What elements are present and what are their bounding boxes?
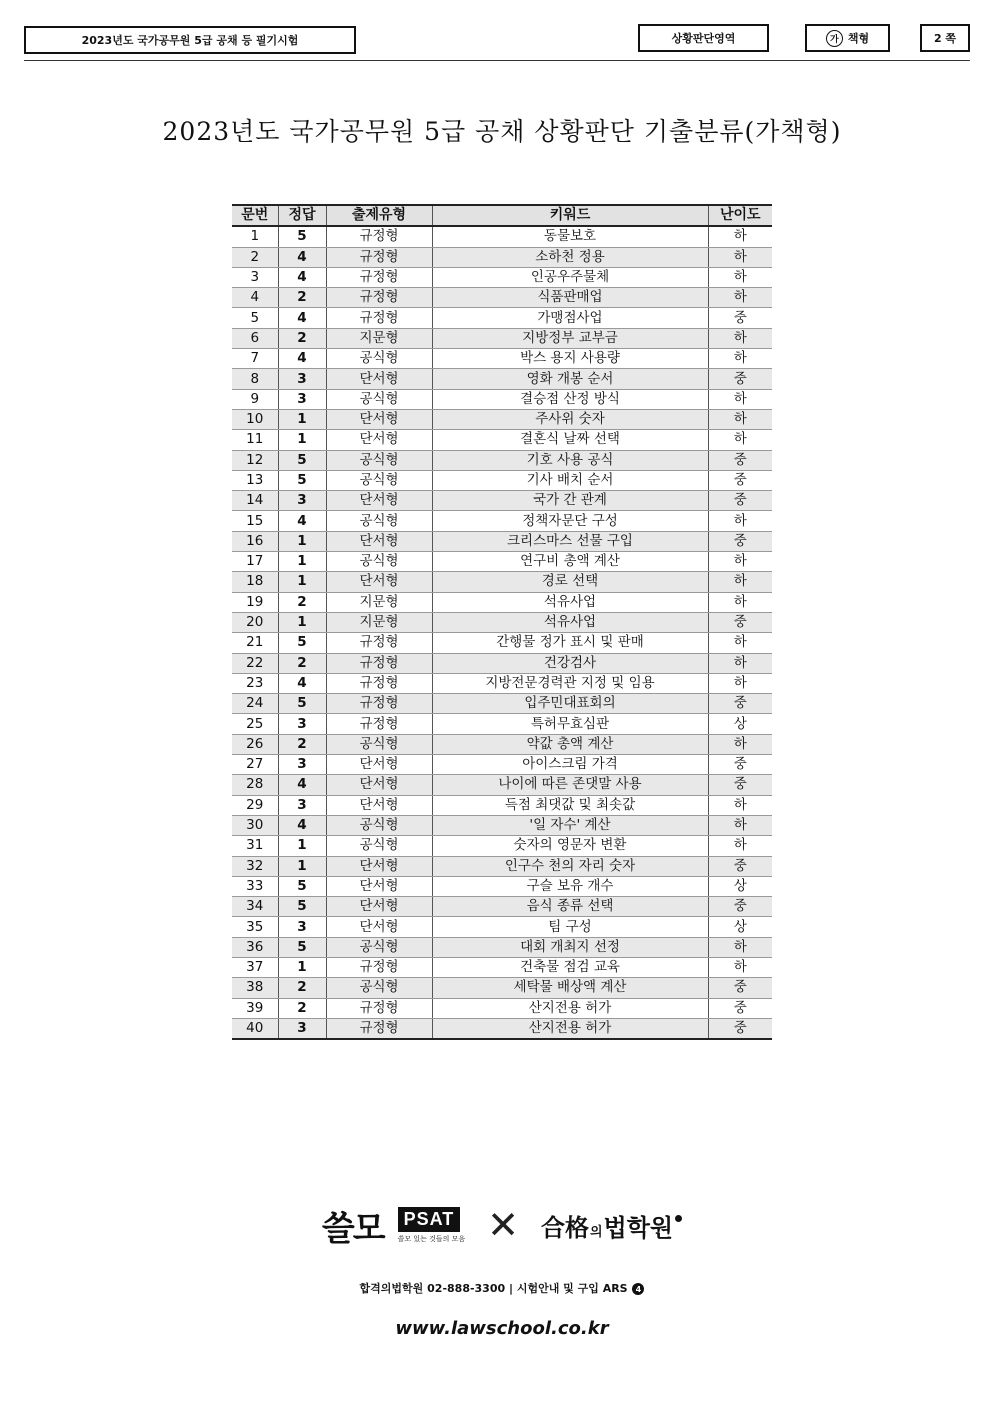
question-type-cell: 규정형 [326, 714, 432, 734]
table-row [232, 978, 772, 998]
table-row [232, 673, 772, 693]
table-row [232, 633, 772, 653]
question-number-cell: 15 [232, 511, 278, 531]
keyword-cell: 기호 사용 공식 [432, 450, 708, 470]
question-number-cell: 12 [232, 450, 278, 470]
booklet-type-box [805, 24, 890, 52]
difficulty-cell: 상 [708, 714, 772, 734]
table-row [232, 653, 772, 673]
booklet-circle-icon: 가 [826, 30, 843, 47]
difficulty-cell: 중 [708, 1018, 772, 1039]
answer-cell: 3 [278, 917, 326, 937]
answer-cell: 1 [278, 430, 326, 450]
column-header-difficulty: 난이도 [708, 205, 772, 226]
question-type-cell: 지문형 [326, 328, 432, 348]
table-row [232, 409, 772, 429]
question-number-cell: 21 [232, 633, 278, 653]
difficulty-cell: 하 [708, 328, 772, 348]
answer-cell: 2 [278, 978, 326, 998]
answer-cell: 2 [278, 288, 326, 308]
page-number: 2 쪽 [933, 32, 957, 45]
question-number-cell: 36 [232, 937, 278, 957]
column-header-keyword: 키워드 [432, 205, 708, 226]
keyword-cell: 정책자문단 구성 [432, 511, 708, 531]
table-row [232, 998, 772, 1018]
table-row [232, 592, 772, 612]
question-number-cell: 30 [232, 815, 278, 835]
question-number-cell: 18 [232, 572, 278, 592]
question-number-cell: 26 [232, 734, 278, 754]
answer-cell: 4 [278, 349, 326, 369]
question-type-cell: 규정형 [326, 1018, 432, 1039]
question-type-cell: 공식형 [326, 450, 432, 470]
difficulty-cell: 하 [708, 653, 772, 673]
question-type-cell: 지문형 [326, 592, 432, 612]
difficulty-cell: 중 [708, 897, 772, 917]
table-row [232, 288, 772, 308]
answer-cell: 2 [278, 998, 326, 1018]
question-type-cell: 규정형 [326, 288, 432, 308]
difficulty-cell: 중 [708, 450, 772, 470]
difficulty-cell: 하 [708, 795, 772, 815]
difficulty-cell: 상 [708, 876, 772, 896]
answer-cell: 5 [278, 226, 326, 247]
difficulty-cell: 상 [708, 917, 772, 937]
question-number-cell: 4 [232, 288, 278, 308]
table-row [232, 755, 772, 775]
question-number-cell: 1 [232, 226, 278, 247]
psat-logo-text: PSAT [398, 1207, 461, 1232]
keyword-cell: 식품판매업 [432, 288, 708, 308]
keyword-cell: 석유사업 [432, 612, 708, 632]
column-header-number: 문번 [232, 205, 278, 226]
question-number-cell: 6 [232, 328, 278, 348]
table-row [232, 491, 772, 511]
difficulty-cell: 중 [708, 775, 772, 795]
question-number-cell: 31 [232, 836, 278, 856]
table-row [232, 917, 772, 937]
question-number-cell: 23 [232, 673, 278, 693]
difficulty-cell: 하 [708, 226, 772, 247]
table-row [232, 612, 772, 632]
question-number-cell: 3 [232, 267, 278, 287]
question-type-cell: 지문형 [326, 612, 432, 632]
question-type-cell: 공식형 [326, 937, 432, 957]
psat-logo-subtitle: 쓸모 있는 것들의 모음 [397, 1234, 466, 1243]
difficulty-cell: 하 [708, 247, 772, 267]
keyword-cell: 입주민대표회의 [432, 694, 708, 714]
question-type-cell: 공식형 [326, 389, 432, 409]
keyword-cell: 아이스크림 가격 [432, 755, 708, 775]
answer-cell: 5 [278, 876, 326, 896]
answer-cell: 5 [278, 937, 326, 957]
question-number-cell: 7 [232, 349, 278, 369]
difficulty-cell: 하 [708, 409, 772, 429]
difficulty-cell: 하 [708, 957, 772, 977]
answer-cell: 5 [278, 450, 326, 470]
difficulty-cell: 중 [708, 470, 772, 490]
question-number-cell: 32 [232, 856, 278, 876]
question-number-cell: 16 [232, 531, 278, 551]
keyword-cell: 결혼식 날짜 선택 [432, 430, 708, 450]
answer-cell: 1 [278, 409, 326, 429]
keyword-cell: 나이에 따른 존댓말 사용 [432, 775, 708, 795]
subject-area-box [638, 24, 769, 52]
question-number-cell: 20 [232, 612, 278, 632]
contact-text: 합격의법학원 02-888-3300 | 시험안내 및 구입 ARS [359, 1282, 628, 1295]
page-number-box [920, 24, 970, 52]
column-header-type: 출제유형 [326, 205, 432, 226]
question-type-cell: 규정형 [326, 308, 432, 328]
question-type-cell: 공식형 [326, 836, 432, 856]
answer-cell: 3 [278, 714, 326, 734]
table-row [232, 430, 772, 450]
question-type-cell: 공식형 [326, 470, 432, 490]
document-title: 2023년도 국가공무원 5급 공채 상황판단 기출분류(가책형) [162, 117, 842, 146]
difficulty-cell: 중 [708, 369, 772, 389]
difficulty-cell: 하 [708, 633, 772, 653]
keyword-cell: 건축물 점검 교육 [432, 957, 708, 977]
answer-cell: 1 [278, 836, 326, 856]
keyword-cell: 약값 총액 계산 [432, 734, 708, 754]
table-row [232, 226, 772, 247]
difficulty-cell: 하 [708, 836, 772, 856]
keyword-cell: 인공우주물체 [432, 267, 708, 287]
table-body [232, 226, 772, 1039]
answer-cell: 3 [278, 1018, 326, 1039]
answer-cell: 1 [278, 572, 326, 592]
question-number-cell: 38 [232, 978, 278, 998]
table-row [232, 937, 772, 957]
question-number-cell: 33 [232, 876, 278, 896]
column-header-answer: 정답 [278, 205, 326, 226]
lawschool-logo-particle: 의 [589, 1224, 603, 1240]
table-row [232, 247, 772, 267]
difficulty-cell: 중 [708, 978, 772, 998]
answer-cell: 5 [278, 633, 326, 653]
website-url[interactable]: www.lawschool.co.kr [395, 1318, 609, 1339]
psat-logo [398, 1207, 466, 1244]
question-number-cell: 39 [232, 998, 278, 1018]
question-number-cell: 19 [232, 592, 278, 612]
question-type-cell: 단서형 [326, 491, 432, 511]
question-type-cell: 공식형 [326, 552, 432, 572]
question-type-cell: 단서형 [326, 430, 432, 450]
keyword-cell: 박스 용지 사용량 [432, 349, 708, 369]
keyword-cell: 득점 최댓값 및 최솟값 [432, 795, 708, 815]
answer-cell: 4 [278, 308, 326, 328]
difficulty-cell: 하 [708, 734, 772, 754]
keyword-cell: 산지전용 허가 [432, 998, 708, 1018]
difficulty-cell: 중 [708, 491, 772, 511]
difficulty-cell: 하 [708, 572, 772, 592]
question-number-cell: 27 [232, 755, 278, 775]
question-type-cell: 규정형 [326, 226, 432, 247]
keyword-cell: 세탁물 배상액 계산 [432, 978, 708, 998]
keyword-cell: 연구비 총액 계산 [432, 552, 708, 572]
table-row [232, 897, 772, 917]
keyword-cell: 음식 종류 선택 [432, 897, 708, 917]
question-type-cell: 공식형 [326, 734, 432, 754]
keyword-cell: 주사위 숫자 [432, 409, 708, 429]
question-number-cell: 8 [232, 369, 278, 389]
table-row [232, 876, 772, 896]
question-type-cell: 규정형 [326, 267, 432, 287]
header-divider [24, 60, 970, 61]
keyword-cell: 간행물 정가 표시 및 판매 [432, 633, 708, 653]
contact-info [0, 1280, 1004, 1296]
table-row [232, 856, 772, 876]
difficulty-cell: 하 [708, 937, 772, 957]
difficulty-cell: 하 [708, 389, 772, 409]
answer-cell: 5 [278, 897, 326, 917]
question-type-cell: 단서형 [326, 856, 432, 876]
keyword-cell: 기사 배치 순서 [432, 470, 708, 490]
answer-cell: 4 [278, 815, 326, 835]
question-number-cell: 28 [232, 775, 278, 795]
answer-cell: 4 [278, 673, 326, 693]
keyword-cell: 가맹점사업 [432, 308, 708, 328]
booklet-type: 책형 [847, 32, 870, 45]
answer-cell: 1 [278, 531, 326, 551]
table-row [232, 511, 772, 531]
difficulty-cell: 하 [708, 815, 772, 835]
question-number-cell: 9 [232, 389, 278, 409]
question-number-cell: 35 [232, 917, 278, 937]
keyword-cell: 인구수 천의 자리 숫자 [432, 856, 708, 876]
keyword-cell: 대회 개최지 선정 [432, 937, 708, 957]
exam-name-box [24, 26, 356, 54]
keyword-cell: 지방정부 교부금 [432, 328, 708, 348]
table-header-row [232, 205, 772, 226]
question-type-cell: 공식형 [326, 815, 432, 835]
question-type-cell: 단서형 [326, 409, 432, 429]
difficulty-cell: 하 [708, 511, 772, 531]
table-row [232, 775, 772, 795]
footer-logos [0, 1200, 1004, 1250]
table-row [232, 389, 772, 409]
table-row [232, 795, 772, 815]
question-type-cell: 단서형 [326, 775, 432, 795]
difficulty-cell: 하 [708, 349, 772, 369]
keyword-cell: 팀 구성 [432, 917, 708, 937]
answer-cell: 4 [278, 511, 326, 531]
question-type-cell: 규정형 [326, 653, 432, 673]
difficulty-cell: 하 [708, 552, 772, 572]
keyword-cell: 크리스마스 선물 구입 [432, 531, 708, 551]
difficulty-cell: 중 [708, 308, 772, 328]
answer-cell: 2 [278, 328, 326, 348]
answer-cell: 5 [278, 470, 326, 490]
question-type-cell: 단서형 [326, 876, 432, 896]
question-type-cell: 단서형 [326, 917, 432, 937]
lawschool-logo-name: 법학원 [603, 1213, 674, 1242]
question-type-cell: 공식형 [326, 349, 432, 369]
table-row [232, 531, 772, 551]
question-number-cell: 29 [232, 795, 278, 815]
table-row [232, 836, 772, 856]
keyword-cell: 영화 개봉 순서 [432, 369, 708, 389]
table-row [232, 1018, 772, 1039]
difficulty-cell: 중 [708, 755, 772, 775]
question-number-cell: 17 [232, 552, 278, 572]
question-number-cell: 24 [232, 694, 278, 714]
difficulty-cell: 중 [708, 694, 772, 714]
question-type-cell: 단서형 [326, 531, 432, 551]
table-row [232, 734, 772, 754]
question-type-cell: 규정형 [326, 247, 432, 267]
answer-cell: 2 [278, 653, 326, 673]
question-number-cell: 14 [232, 491, 278, 511]
table-row [232, 349, 772, 369]
difficulty-cell: 중 [708, 998, 772, 1018]
ars-number-icon: 4 [632, 1283, 644, 1295]
answer-cell: 1 [278, 856, 326, 876]
table-row [232, 267, 772, 287]
table-row [232, 714, 772, 734]
table-row [232, 470, 772, 490]
table-row [232, 957, 772, 977]
subject-area: 상황판단영역 [671, 32, 736, 45]
table-row [232, 694, 772, 714]
answer-cell: 1 [278, 552, 326, 572]
cross-icon: ✕ [487, 1203, 519, 1247]
question-type-cell: 단서형 [326, 755, 432, 775]
question-type-cell: 단서형 [326, 369, 432, 389]
keyword-cell: 산지전용 허가 [432, 1018, 708, 1039]
lawschool-logo [541, 1208, 682, 1243]
difficulty-cell: 하 [708, 592, 772, 612]
difficulty-cell: 하 [708, 430, 772, 450]
table-row [232, 328, 772, 348]
question-type-cell: 규정형 [326, 633, 432, 653]
keyword-cell: 동물보호 [432, 226, 708, 247]
question-number-cell: 11 [232, 430, 278, 450]
question-type-cell: 단서형 [326, 897, 432, 917]
keyword-cell: 소하천 정용 [432, 247, 708, 267]
question-number-cell: 37 [232, 957, 278, 977]
answer-cell: 3 [278, 389, 326, 409]
keyword-cell: 특허무효심판 [432, 714, 708, 734]
difficulty-cell: 중 [708, 856, 772, 876]
keyword-cell: 건강검사 [432, 653, 708, 673]
question-type-cell: 공식형 [326, 511, 432, 531]
question-number-cell: 13 [232, 470, 278, 490]
question-number-cell: 25 [232, 714, 278, 734]
answer-cell: 4 [278, 267, 326, 287]
answer-cell: 4 [278, 775, 326, 795]
question-type-cell: 단서형 [326, 795, 432, 815]
question-number-cell: 5 [232, 308, 278, 328]
answer-cell: 3 [278, 369, 326, 389]
keyword-cell: 경로 선택 [432, 572, 708, 592]
keyword-cell: 결승점 산정 방식 [432, 389, 708, 409]
answer-cell: 1 [278, 612, 326, 632]
question-type-cell: 규정형 [326, 957, 432, 977]
table-row [232, 815, 772, 835]
table-row [232, 572, 772, 592]
answer-cell: 4 [278, 247, 326, 267]
keyword-cell: 국가 간 관계 [432, 491, 708, 511]
table-row [232, 450, 772, 470]
question-type-cell: 단서형 [326, 572, 432, 592]
keyword-cell: 석유사업 [432, 592, 708, 612]
table-row [232, 369, 772, 389]
keyword-cell: 숫자의 영문자 변환 [432, 836, 708, 856]
question-number-cell: 34 [232, 897, 278, 917]
question-type-cell: 규정형 [326, 694, 432, 714]
difficulty-cell: 하 [708, 288, 772, 308]
question-number-cell: 10 [232, 409, 278, 429]
answer-cell: 3 [278, 755, 326, 775]
keyword-cell: 지방전문경력관 지정 및 임용 [432, 673, 708, 693]
question-type-cell: 규정형 [326, 673, 432, 693]
logo-dot-icon [675, 1215, 682, 1222]
keyword-cell: 구슬 보유 개수 [432, 876, 708, 896]
difficulty-cell: 중 [708, 612, 772, 632]
question-type-cell: 규정형 [326, 998, 432, 1018]
answer-cell: 5 [278, 694, 326, 714]
difficulty-cell: 하 [708, 267, 772, 287]
question-number-cell: 40 [232, 1018, 278, 1039]
answer-cell: 2 [278, 592, 326, 612]
answer-cell: 3 [278, 795, 326, 815]
exam-name: 2023년도 국가공무원 5급 공채 등 필기시험 [81, 34, 299, 47]
question-type-cell: 공식형 [326, 978, 432, 998]
keyword-cell: '일 자수' 계산 [432, 815, 708, 835]
difficulty-cell: 중 [708, 531, 772, 551]
question-classification-table [232, 204, 772, 1040]
difficulty-cell: 하 [708, 673, 772, 693]
answer-cell: 2 [278, 734, 326, 754]
answer-cell: 1 [278, 957, 326, 977]
table-row [232, 552, 772, 572]
table-row [232, 308, 772, 328]
sseulmo-logo: 쓸모 [321, 1208, 384, 1249]
question-number-cell: 2 [232, 247, 278, 267]
answer-cell: 3 [278, 491, 326, 511]
lawschool-logo-hanja: 合格 [540, 1213, 589, 1242]
question-number-cell: 22 [232, 653, 278, 673]
